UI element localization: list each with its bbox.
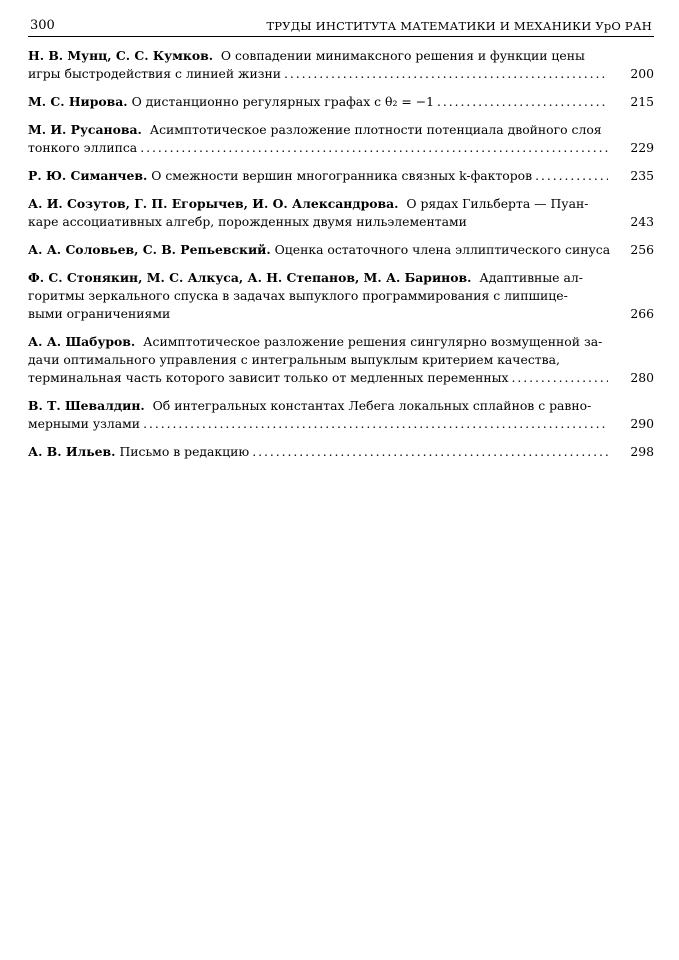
entry-title-line: дачи оптимального управления с интегральным выпуклым критерием качества, bbox=[28, 352, 560, 367]
entry-page: 243 bbox=[630, 214, 654, 229]
entry-page: 229 bbox=[630, 140, 654, 155]
entry-title-last-line: О смежности вершин многогранника связных k-факторов bbox=[151, 168, 533, 183]
toc-entry bbox=[28, 93, 654, 111]
dot-leaders bbox=[143, 415, 608, 433]
entry-authors: Ф. С. Стонякин, М. С. Алкуса, А. Н. Степанов, М. А. Баринов. bbox=[28, 270, 472, 285]
entry-title-line: Асимптотическое разложение плотности потенциала двойного слоя bbox=[149, 122, 602, 137]
entry-authors: А. А. Шабуров. bbox=[28, 334, 136, 349]
entry-page: 290 bbox=[630, 416, 654, 431]
dot-leaders bbox=[140, 139, 608, 157]
toc-entry bbox=[28, 333, 654, 387]
entry-title-last-line: терминальная часть которого зависит только от медленных переменных bbox=[28, 370, 509, 385]
entry-page: 215 bbox=[630, 94, 654, 109]
entry-title-line: горитмы зеркального спуска в задачах выпуклого программирования с липшице- bbox=[28, 288, 568, 303]
entry-page: 298 bbox=[630, 444, 654, 459]
toc-entry bbox=[28, 241, 654, 259]
toc-entry bbox=[28, 443, 654, 461]
dot-leaders bbox=[284, 65, 608, 83]
entry-title-line: О рядах Гильберта — Пуан- bbox=[406, 196, 589, 211]
toc-entry bbox=[28, 269, 654, 323]
journal-title: ТРУДЫ ИНСТИТУТА МАТЕМАТИКИ И МЕХАНИКИ УрО РАН bbox=[266, 19, 652, 33]
entry-title-line: Асимптотическое разложение решения сингулярно возмущенной за- bbox=[143, 334, 603, 349]
entry-title-last-line: мерными узлами bbox=[28, 416, 141, 431]
entry-authors: А. И. Созутов, Г. П. Егорычев, И. О. Александрова. bbox=[28, 196, 399, 211]
entry-title-line: О совпадении минимаксного решения и функции цены bbox=[220, 48, 585, 63]
entry-page: 266 bbox=[630, 306, 654, 321]
entry-authors: М. С. Нирова. bbox=[28, 94, 128, 109]
dot-leaders bbox=[512, 369, 608, 387]
toc-entry bbox=[28, 397, 654, 433]
entry-title-last-line: каре ассоциативных алгебр, порожденных двумя нильэлементами bbox=[28, 214, 467, 229]
entry-title-last-line: тонкого эллипса bbox=[28, 140, 138, 155]
entry-authors: Н. В. Мунц, С. С. Кумков. bbox=[28, 48, 214, 63]
entry-title-line: Адаптивные ал- bbox=[479, 270, 583, 285]
toc-entry bbox=[28, 167, 654, 185]
entry-title-last-line: Письмо в редакцию bbox=[119, 444, 250, 459]
entry-page: 200 bbox=[630, 66, 654, 81]
entry-authors: А. В. Ильев. bbox=[28, 444, 116, 459]
toc-entry bbox=[28, 121, 654, 157]
toc-entry bbox=[28, 47, 654, 83]
table-of-contents bbox=[28, 47, 654, 461]
entry-title-last-line: выми ограничениями bbox=[28, 306, 171, 321]
page-number: 300 bbox=[30, 18, 55, 33]
entry-authors: А. А. Соловьев, С. В. Репьевский. bbox=[28, 242, 271, 257]
entry-title-last-line: игры быстродействия с линией жизни bbox=[28, 66, 281, 81]
entry-title-line: Об интегральных константах Лебега локальных сплайнов с равно- bbox=[152, 398, 592, 413]
entry-authors: В. Т. Шевалдин. bbox=[28, 398, 145, 413]
running-head bbox=[28, 14, 654, 37]
dot-leaders bbox=[252, 443, 608, 461]
entry-authors: М. И. Русанова. bbox=[28, 122, 142, 137]
toc-entry bbox=[28, 195, 654, 231]
entry-authors: Р. Ю. Симанчев. bbox=[28, 168, 148, 183]
dot-leaders bbox=[535, 167, 608, 185]
entry-page: 235 bbox=[630, 168, 654, 183]
entry-title-last-line: Оценка остаточного члена эллиптического синуса bbox=[274, 242, 611, 257]
entry-page: 280 bbox=[630, 370, 654, 385]
dot-leaders bbox=[437, 93, 608, 111]
entry-title-last-line: О дистанционно регулярных графах с θ₂ = −1 bbox=[131, 94, 434, 109]
entry-page: 256 bbox=[630, 242, 654, 257]
